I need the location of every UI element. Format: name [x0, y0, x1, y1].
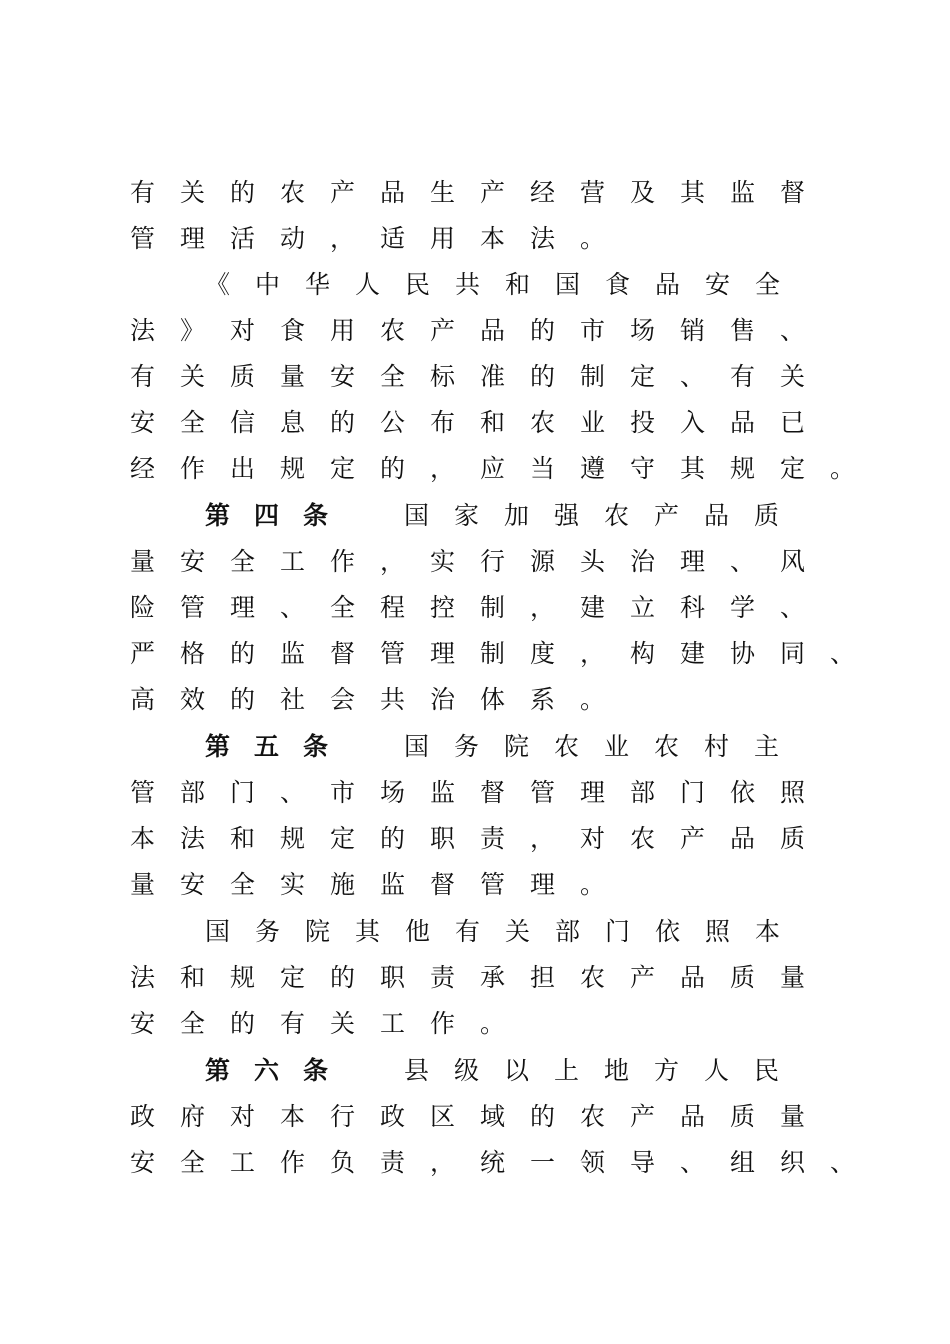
article-4-heading: 第四条 — [205, 501, 353, 530]
text-line: 高效的社会共治体系。 — [130, 685, 631, 714]
text-line: 《中华人民共和国食品安全 — [205, 270, 806, 299]
text-line: 法》对食用农产品的市场销售、 — [130, 316, 831, 345]
text-line: 有关质量安全标准的制定、有关 — [130, 362, 831, 391]
text-line: 量安全工作，实行源头治理、风 — [130, 547, 831, 576]
article-5-heading: 第五条 — [205, 732, 353, 761]
article-4-line — [205, 496, 845, 536]
text-line: 县级以上地方人民 — [404, 1056, 805, 1085]
article-6-line — [205, 1051, 845, 1091]
text-line: 本法和规定的职责，对农产品质 — [130, 824, 831, 853]
text-line: 法和规定的职责承担农产品质量 — [130, 963, 831, 992]
text-line: 险管理、全程控制，建立科学、 — [130, 593, 831, 622]
text-line: 经作出规定的，应当遵守其规定。 — [130, 454, 881, 483]
text-line: 国务院其他有关部门依照本 — [205, 917, 806, 946]
article-6-heading: 第六条 — [205, 1056, 353, 1085]
text-line: 量安全实施监督管理。 — [130, 870, 631, 899]
text-line: 管理活动，适用本法。 — [130, 224, 631, 253]
text-line: 国务院农业农村主 — [404, 732, 805, 761]
text-line: 管部门、市场监督管理部门依照 — [130, 778, 831, 807]
text-line: 政府对本行政区域的农产品质量 — [130, 1102, 831, 1131]
text-line: 严格的监督管理制度，构建协同、 — [130, 639, 881, 668]
text-line: 国家加强农产品质 — [404, 501, 805, 530]
text-line: 安全工作负责，统一领导、组织、 — [130, 1148, 881, 1177]
text-line: 有关的农产品生产经营及其监督 — [130, 178, 831, 207]
article-5-line — [205, 727, 845, 767]
text-line: 安全的有关工作。 — [130, 1009, 531, 1038]
text-line: 安全信息的公布和农业投入品已 — [130, 408, 831, 437]
